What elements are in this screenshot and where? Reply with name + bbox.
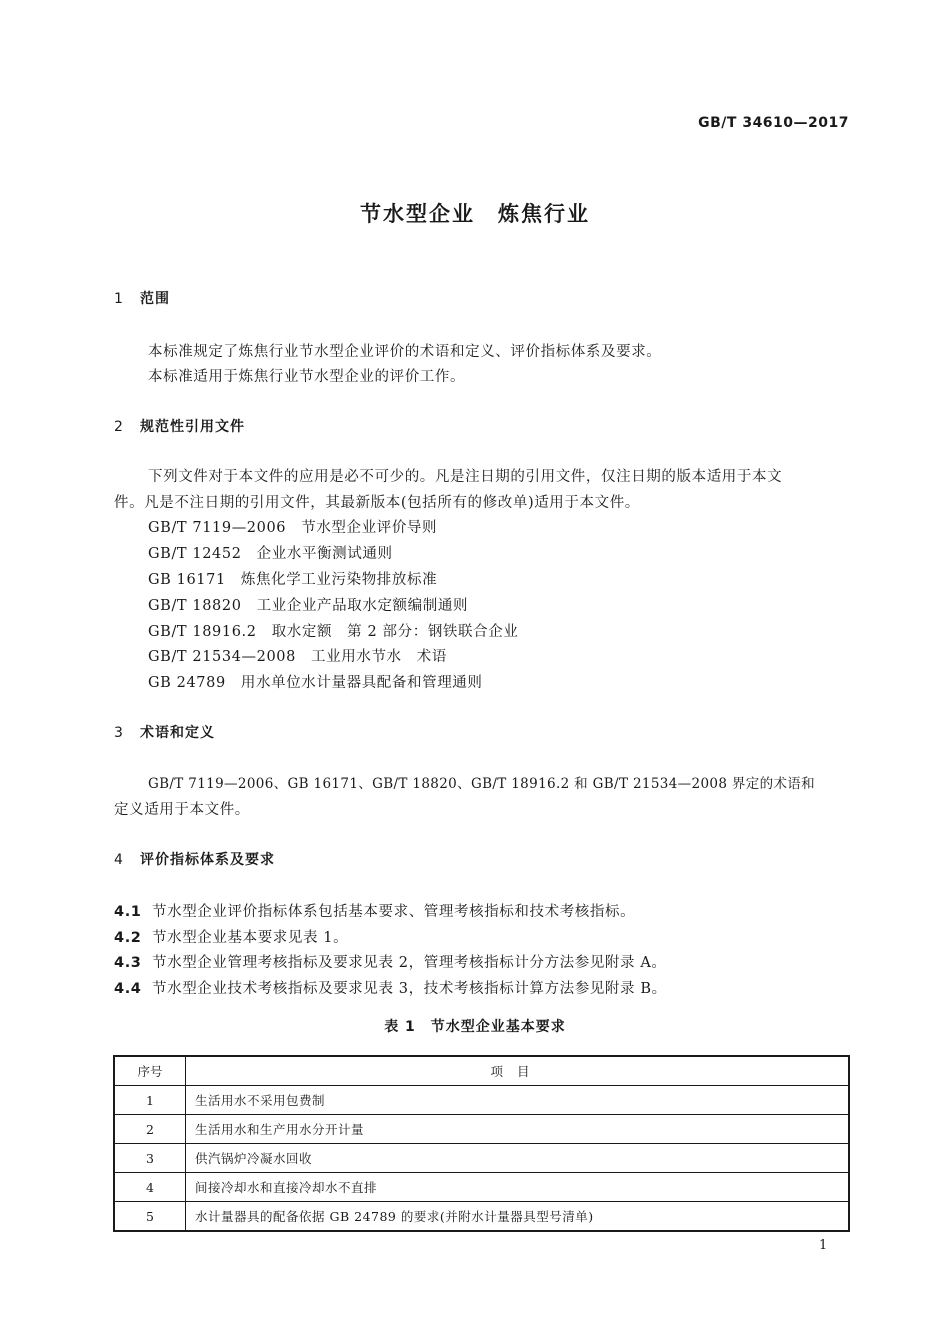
clause-4-1 [114,900,635,921]
paragraph: 本标准规定了炼焦行业节水型企业评价的术语和定义、评价指标体系及要求。 [148,344,662,360]
reference-name: 取水定额 第 2 部分：钢铁联合企业 [271,624,519,640]
row-item: 间接冷却水和直接冷却水不直排 [186,1173,850,1202]
row-index: 4 [114,1173,186,1202]
page-number: 1 [819,1238,828,1253]
reference-name: 节水型企业评价导则 [301,520,438,536]
table-header-row [114,1056,849,1086]
row-index: 1 [114,1086,186,1115]
reference-code: GB/T 18916.2 [148,624,257,640]
reference-name: 炼焦化学工业污染物排放标准 [240,572,438,588]
section-2-heading [114,416,245,436]
document-number: GB/T 34610—2017 [698,115,849,131]
clause-number: 4.4 [114,981,142,997]
reference-name: 工业用水节水 术语 [311,649,447,665]
paragraph: GB/T 7119—2006、GB 16171、GB/T 18820、GB/T 18916.2 和 GB/T 21534—2008 界定的术语和 [148,776,815,792]
reference-code: GB/T 18820 [148,598,242,614]
table-caption: 表 1 节水型企业基本要求 [384,1019,566,1035]
table-row [114,1086,849,1115]
clause-number: 4.2 [114,930,142,946]
reference-code: GB/T 12452 [148,546,242,562]
row-index: 2 [114,1115,186,1144]
paragraph: 下列文件对于本文件的应用是必不可少的。凡是注日期的引用文件，仅注日期的版本适用于本文 [148,469,783,485]
table-row [114,1202,849,1232]
section-3-heading [114,722,215,742]
reference-item [148,542,393,563]
section-number: 3 [114,725,124,741]
section-title: 评价指标体系及要求 [140,852,275,868]
column-header-item: 项目 [186,1056,850,1086]
paragraph: 定义适用于本文件。 [114,802,250,818]
clause-text: 节水型企业管理考核指标及要求见表 2，管理考核指标计分方法参见附录 A。 [152,955,667,971]
reference-item [148,568,437,589]
requirements-table [113,1055,850,1232]
clause-4-2 [114,926,348,947]
section-number: 2 [114,419,124,435]
reference-name: 工业企业产品取水定额编制通则 [256,598,469,614]
column-header-index: 序号 [114,1056,186,1086]
row-index: 3 [114,1144,186,1173]
table-row [114,1173,849,1202]
section-1-heading [114,288,170,308]
clause-4-3 [114,951,667,972]
clause-4-4 [114,977,667,998]
reference-code: GB 24789 [148,675,226,691]
row-index: 5 [114,1202,186,1232]
reference-item [148,671,483,692]
reference-item [148,594,468,615]
clause-text: 节水型企业技术考核指标及要求见表 3，技术考核指标计算方法参见附录 B。 [152,981,667,997]
reference-item [148,516,437,537]
section-4-heading [114,849,275,869]
reference-code: GB/T 7119—2006 [148,520,287,536]
row-item: 生活用水不采用包费制 [186,1086,850,1115]
reference-name: 企业水平衡测试通则 [256,546,393,562]
section-number: 1 [114,291,124,307]
section-title: 规范性引用文件 [140,419,245,435]
clause-number: 4.1 [114,904,142,920]
reference-code: GB/T 21534—2008 [148,649,296,665]
paragraph: 件。凡是不注日期的引用文件，其最新版本(包括所有的修改单)适用于本文件。 [114,495,640,511]
section-number: 4 [114,852,124,868]
row-item: 水计量器具的配备依据 GB 24789 的要求(并附水计量器具型号清单) [186,1202,850,1232]
reference-item [148,620,518,641]
clause-text: 节水型企业评价指标体系包括基本要求、管理考核指标和技术考核指标。 [152,904,636,920]
row-item: 供汽锅炉冷凝水回收 [186,1144,850,1173]
reference-code: GB 16171 [148,572,226,588]
page-title: 节水型企业 炼焦行业 [360,202,590,226]
reference-item [148,645,447,666]
table-row [114,1144,849,1173]
reference-name: 用水单位水计量器具配备和管理通则 [240,675,483,691]
paragraph: 本标准适用于炼焦行业节水型企业的评价工作。 [148,369,466,385]
section-title: 范围 [140,291,170,307]
clause-number: 4.3 [114,955,142,971]
clause-text: 节水型企业基本要求见表 1。 [152,930,349,946]
section-title: 术语和定义 [140,725,215,741]
table-row [114,1115,849,1144]
row-item: 生活用水和生产用水分开计量 [186,1115,850,1144]
